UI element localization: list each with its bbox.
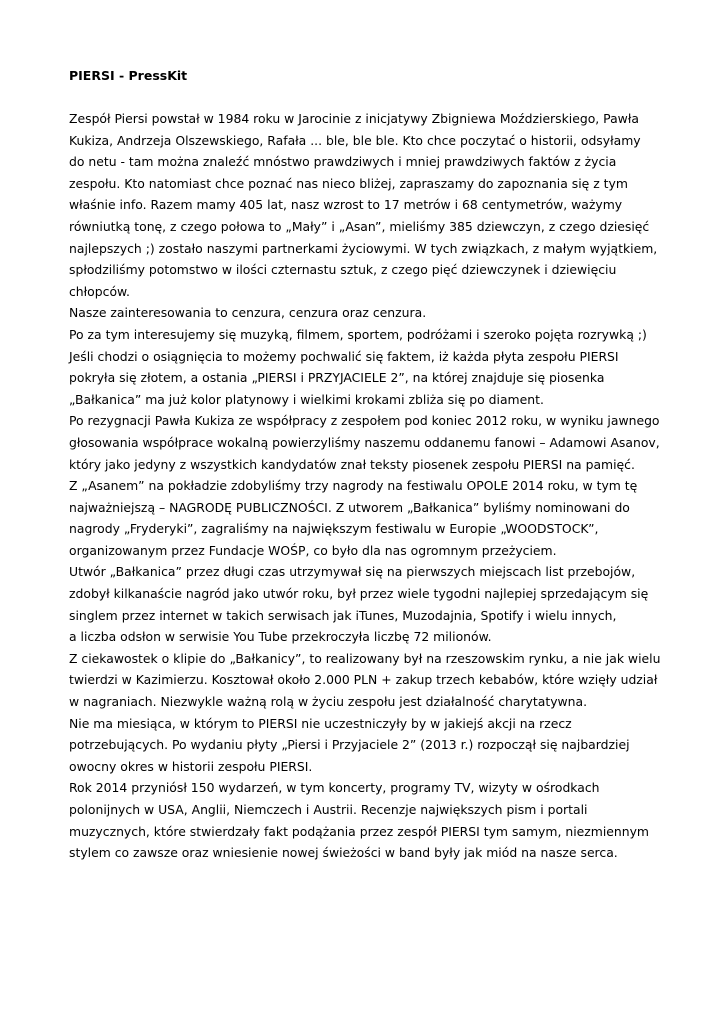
body-text-line: twierdzi w Kazimierzu. Kosztował około 2.000 PLN + zakup trzech kebabów, które wzięły udział	[69, 672, 658, 688]
body-text-line: nagrody „Fryderyki”, zagraliśmy na największym festiwalu w Europie „WOODSTOCK”,	[69, 521, 599, 537]
body-text-line: właśnie info. Razem mamy 405 lat, nasz wzrost to 17 metrów i 68 centymetrów, ważymy	[69, 197, 623, 213]
body-text-line: Rok 2014 przyniósł 150 wydarzeń, w tym koncerty, programy TV, wizyty w ośrodkach	[69, 780, 600, 796]
body-text-line: Po za tym interesujemy się muzyką, filmem, sportem, podróżami i szeroko pojęta rozrywką ;)	[69, 326, 647, 342]
body-text-line: który jako jedyny z wszystkich kandydatów znał teksty piosenek zespołu PIERSI na pamięć.	[69, 456, 635, 472]
body-text-line: głosowania współprace wokalną powierzyliśmy naszemu oddanemu fanowi – Adamowi Asanov,	[69, 434, 660, 450]
body-text-line: Zespół Piersi powstał w 1984 roku w Jarocinie z inicjatywy Zbigniewa Moździerskiego, Pawła	[69, 111, 639, 126]
body-text-line: równiutką tonę, z czego połowa to „Mały” i „Asan”, mieliśmy 385 dziewczyn, z czego dziesięć	[69, 218, 650, 234]
body-text-line: zdobył kilkanaście nagród jako utwór roku, był przez wiele tygodni najlepiej sprzedającym się	[69, 586, 649, 602]
body-text-line: chłopców.	[69, 283, 130, 299]
body-text-line: stylem co zawsze oraz wniesienie nowej świeżości w band były jak miód na nasze serca.	[69, 845, 618, 861]
body-text-line: do netu - tam można znaleźć mnóstwo prawdziwych i mniej prawdziwych faktów z życia	[69, 154, 617, 170]
body-text-line: polonijnych w USA, Anglii, Niemczech i Austrii. Recenzje największych pism i portali	[69, 802, 588, 817]
body-text-line: potrzebujących. Po wydaniu płyty „Piersi i Przyjaciele 2” (2013 r.) rozpoczął się najbardziej	[69, 737, 630, 753]
body-text-line: muzycznych, które stwierdzały fakt podążania przez zespół PIERSI tym samym, niezmiennym	[69, 823, 650, 839]
body-text-line: pokryła się złotem, a ostania „PIERSI i PRZYJACIELE 2”, na której znajduje się piosenka	[69, 370, 605, 386]
body-text-line: Jeśli chodzi o osiągnięcia to możemy pochwalić się faktem, iż każda płyta zespołu PIERSI	[69, 348, 619, 364]
body-text-line: organizowanym przez Fundacje WOŚP, co było dla nas ogromnym przeżyciem.	[69, 542, 557, 558]
document-body	[69, 108, 669, 864]
body-text-line: „Bałkanica” ma już kolor platynowy i wielkimi krokami zbliża się po diament.	[69, 391, 544, 407]
body-text-line: najważniejszą – NAGRODĘ PUBLICZNOŚCI. Z utworem „Bałkanica” byliśmy nominowani do	[69, 499, 630, 515]
body-text-line: Z ciekawostek o klipie do „Bałkanicy”, to realizowany był na rzeszowskim rynku, a nie jak wielu	[69, 650, 661, 666]
body-text-line: najlepszych ;) zostało naszymi partnerkami życiowymi. W tych związkach, z małym wyjątkiem,	[69, 240, 658, 256]
document-title: PIERSI - PressKit	[69, 68, 188, 83]
body-text-line: w nagraniach. Niezwykle ważną rolą w życiu zespołu jest działalność charytatywna.	[69, 694, 588, 710]
body-text-line: spłodziliśmy potomstwo w ilości czternastu sztuk, z czego pięć dziewczynek i dziewięciu	[69, 262, 617, 278]
body-text-line: singlem przez internet w takich serwisach jak iTunes, Muzodajnia, Spotify i wielu innych,	[69, 607, 617, 623]
body-text-line: Z „Asanem” na pokładzie zdobyliśmy trzy nagrody na festiwalu OPOLE 2014 roku, w tym tę	[69, 478, 638, 494]
body-text-line: a liczba odsłon w serwisie You Tube przekroczyła liczbę 72 milionów.	[69, 629, 492, 645]
body-text-line: Utwór „Bałkanica” przez długi czas utrzymywał się na pierwszych miejscach list przebojów,	[69, 564, 636, 580]
body-text-line: owocny okres w historii zespołu PIERSI.	[69, 758, 313, 774]
body-text-line: Kukiza, Andrzeja Olszewskiego, Rafała ... ble, ble ble. Kto chce poczytać o historii, odsyłamy	[69, 132, 641, 148]
body-text-line: Po rezygnacji Pawła Kukiza ze współpracy z zespołem pod koniec 2012 roku, w wyniku jawnego	[69, 413, 660, 429]
body-text-line: zespołu. Kto natomiast chce poznać nas nieco bliżej, zapraszamy do zapoznania się z tym	[69, 175, 628, 191]
body-text-line: Nasze zainteresowania to cenzura, cenzura oraz cenzura.	[69, 305, 427, 321]
body-text-line: Nie ma miesiąca, w którym to PIERSI nie uczestniczyły by w jakiejś akcji na rzecz	[69, 715, 572, 731]
